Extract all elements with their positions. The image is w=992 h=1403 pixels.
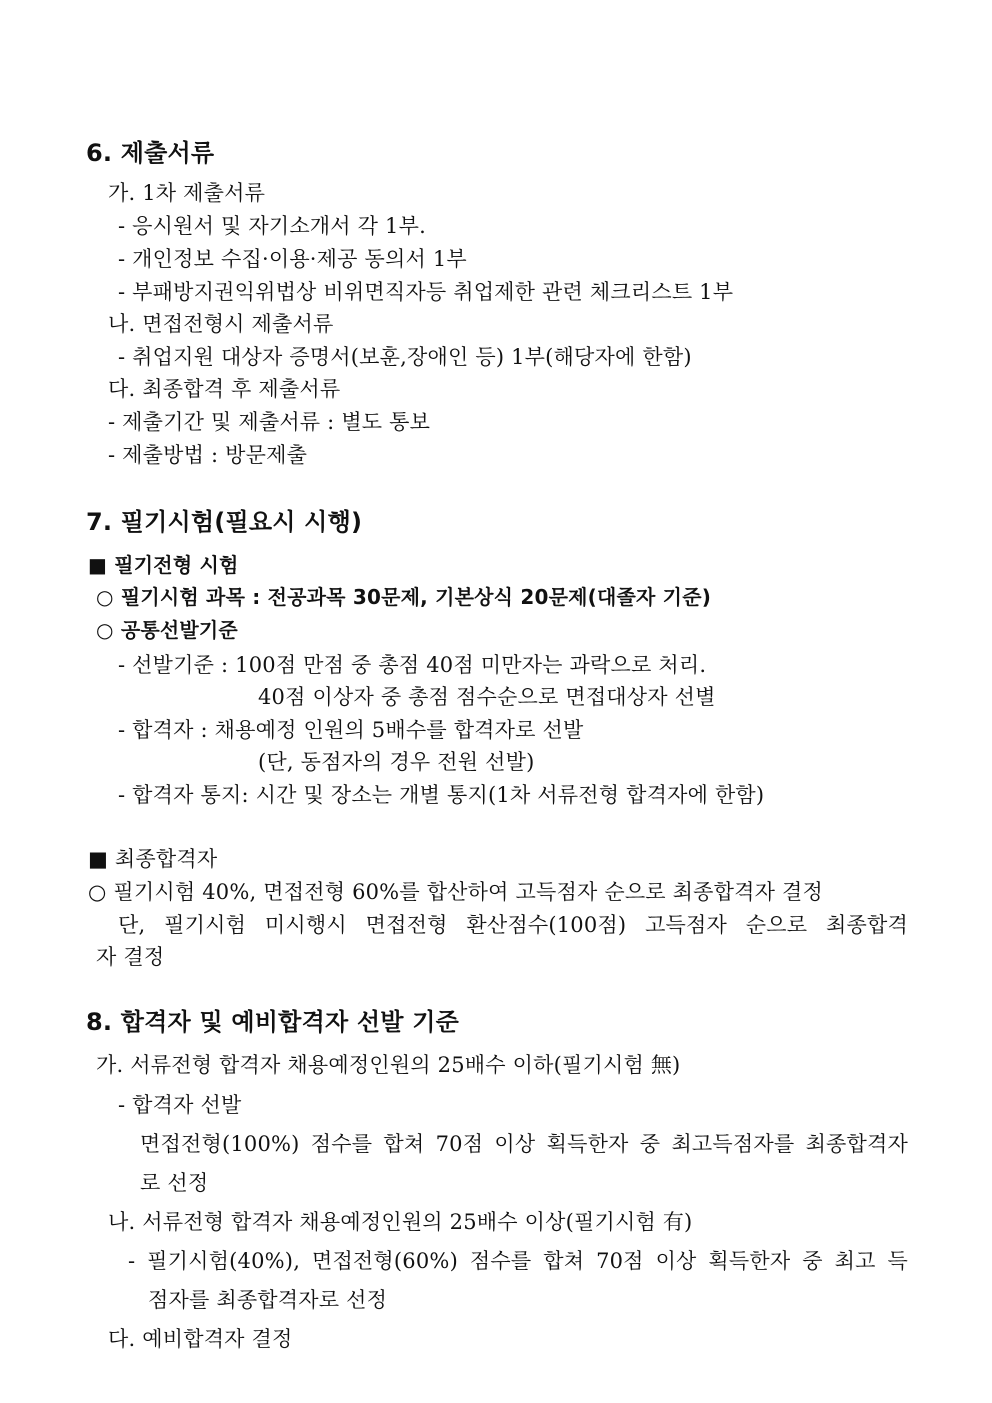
- section-8-b-text-2: 점자를 최종합격자로 선정: [148, 1288, 388, 1312]
- final-passer-line-3: 자 결정: [96, 945, 165, 969]
- section-6-a-title: 가. 1차 제출서류: [108, 181, 266, 205]
- final-passer-heading: ■ 최종합격자: [88, 847, 218, 871]
- final-passer-line-1: ○ 필기시험 40%, 면접전형 60%를 합산하여 고득점자 순으로 최종합격자 결정: [88, 880, 823, 904]
- written-exam-heading: ■ 필기전형 시험: [88, 553, 239, 577]
- criteria-line-1: - 선발기준 : 100점 만점 중 총점 40점 미만자는 과락으로 처리.: [118, 653, 707, 677]
- section-6-c-title: 다. 최종합격 후 제출서류: [108, 377, 341, 401]
- section-6-a-item-3: - 부패방지권익위법상 비위면직자등 취업제한 관련 체크리스트 1부: [118, 280, 734, 304]
- section-8-a-title: 가. 서류전형 합격자 채용예정인원의 25배수 이하(필기시험 無): [96, 1053, 681, 1077]
- section-8-b-title: 나. 서류전형 합격자 채용예정인원의 25배수 이상(필기시험 有): [108, 1210, 693, 1234]
- section-7-title: 7. 필기시험(필요시 시행): [86, 508, 363, 536]
- section-6-b-title: 나. 면접전형시 제출서류: [108, 312, 334, 336]
- section-8-a-text-2: 로 선정: [140, 1171, 209, 1195]
- section-6-a-item-1: - 응시원서 및 자기소개서 각 1부.: [118, 214, 426, 238]
- final-passer-line-2: 단, 필기시험 미시행시 면접전형 환산점수(100점) 고득점자 순으로 최종합격: [118, 913, 908, 937]
- section-8-c-title: 다. 예비합격자 결정: [108, 1327, 293, 1351]
- common-criteria: ○ 공통선발기준: [96, 618, 238, 642]
- section-8-a-sub: - 합격자 선발: [118, 1093, 242, 1117]
- exam-subjects: ○ 필기시험 과목 : 전공과목 30문제, 기본상식 20문제(대졸자 기준): [96, 585, 712, 609]
- criteria-line-2: 40점 이상자 중 총점 점수순으로 면접대상자 선별: [258, 685, 716, 709]
- criteria-line-4: (단, 동점자의 경우 전원 선발): [258, 750, 535, 774]
- section-8-a-text-1: 면접전형(100%) 점수를 합쳐 70점 이상 획득한자 중 최고득점자를 최종합격자: [140, 1132, 908, 1156]
- section-6-a-item-2: - 개인정보 수집·이용·제공 동의서 1부: [118, 247, 467, 271]
- section-6-c-item-2: - 제출방법 : 방문제출: [108, 443, 308, 467]
- criteria-line-5: - 합격자 통지: 시간 및 장소는 개별 통지(1차 서류전형 합격자에 한함): [118, 783, 765, 807]
- section-6-c-item-1: - 제출기간 및 제출서류 : 별도 통보: [108, 410, 431, 434]
- criteria-line-3: - 합격자 : 채용예정 인원의 5배수를 합격자로 선발: [118, 718, 584, 742]
- section-6-b-item-1: - 취업지원 대상자 증명서(보훈,장애인 등) 1부(해당자에 한함): [118, 345, 692, 369]
- section-6-title: 6. 제출서류: [86, 139, 215, 167]
- section-8-title: 8. 합격자 및 예비합격자 선발 기준: [86, 1008, 459, 1036]
- section-8-b-text-1: - 필기시험(40%), 면접전형(60%) 점수를 합쳐 70점 이상 획득한자 중 최고 득: [128, 1249, 908, 1273]
